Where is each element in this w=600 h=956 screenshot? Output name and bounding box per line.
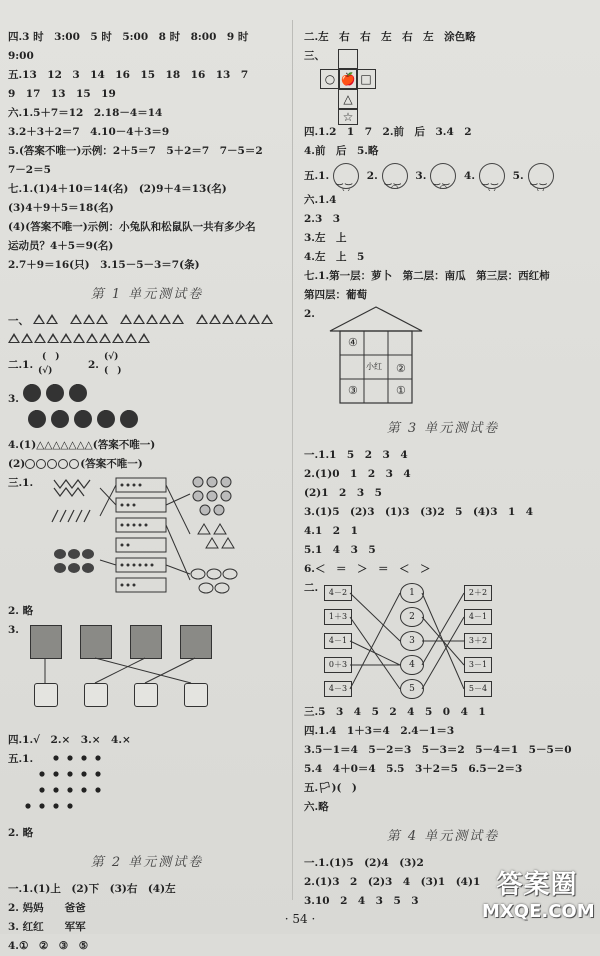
number-text: 2 <box>409 612 415 622</box>
number-text: 5 <box>409 684 415 694</box>
number-bird-icon <box>400 607 424 627</box>
answer-line: 2.(1)0 1 2 3 4 <box>304 468 411 480</box>
answer-line: 一.1.(1)5 (2)4 (3)2 <box>304 857 424 869</box>
answer-line: 5.1 4 3 5 <box>304 544 376 556</box>
expression-card <box>324 609 352 625</box>
matching-lines-figure <box>8 474 286 602</box>
unit-4-title: 第 4 单元测试卷 <box>386 829 500 844</box>
watermark-url: MXQE.COM <box>482 901 595 922</box>
answer-line: 六.略 <box>304 801 329 813</box>
house-outline <box>324 305 444 409</box>
section-label: 一、 <box>8 315 29 327</box>
answer-line: 3.2＋3＋2＝7 4.10－4＋3＝9 <box>8 126 170 138</box>
expression-text: 3＋2 <box>468 636 488 645</box>
answer-line: 七.1.第一层：萝卜 第二层：南瓜 第三层：西红柿 <box>304 270 550 282</box>
number-text: 3 <box>409 636 415 646</box>
triangle-group-icon <box>120 315 185 327</box>
check-mark: (√) <box>104 352 119 362</box>
answer-line: 3.10 2 4 3 5 3 <box>304 895 419 907</box>
section-label: 二.1. <box>8 359 34 371</box>
triangle-answer-row <box>8 331 286 350</box>
expression-text: 4－1 <box>468 612 488 621</box>
answer-line: 4.左 上 5 <box>304 251 365 263</box>
section-label: 三、 <box>304 50 325 62</box>
house-cell: 小红 <box>366 362 382 371</box>
section-label: 2. <box>88 359 99 371</box>
smile-face-icon <box>479 163 505 189</box>
number-bird-icon <box>400 655 424 675</box>
apple-icon <box>97 410 115 428</box>
answer-line: 四.1.√ 2.× 3.× 4.× <box>8 734 131 746</box>
smile-face-icon <box>333 163 359 189</box>
house-cell: ③ <box>348 384 358 397</box>
section-label: 2. <box>304 308 315 320</box>
answer-line: 三.5 3 4 5 2 4 5 0 4 1 <box>304 706 486 718</box>
answer-line: 一.1.(1)上 (2)下 (3)右 (4)左 <box>8 883 176 895</box>
house-cell: ① <box>396 384 406 397</box>
answer-line: (3)4＋9＋5＝18(名) <box>8 202 114 214</box>
expression-card <box>324 585 352 601</box>
expression-text: 0＋3 <box>328 660 348 669</box>
column-divider <box>292 20 293 900</box>
triangle-group-icon <box>33 315 59 327</box>
answer-line: 9 17 13 15 19 <box>8 88 116 100</box>
answer-line: 2.3 3 <box>304 213 341 225</box>
answer-line: 5.(答案不唯一)示例：2＋5＝7 5＋2＝7 7－5＝2 <box>8 145 263 157</box>
number-bird-icon <box>400 679 424 699</box>
apple-row <box>8 410 286 436</box>
dice-four-icon <box>84 683 108 707</box>
answer-line: 3.左 上 <box>304 232 347 244</box>
answer-line: 五.13 12 3 14 16 15 18 16 13 7 <box>8 69 249 81</box>
answer-line: 四.1.4 1＋3＝4 2.4－1＝3 <box>304 725 455 737</box>
sad-face-icon <box>430 163 456 189</box>
check-mark: ( ) <box>104 366 122 376</box>
number-text: 1 <box>409 588 415 598</box>
expression-card <box>464 585 492 601</box>
apple-icon <box>51 410 69 428</box>
expression-text: 4－3 <box>328 684 348 693</box>
answer-line: 二.左 右 右 左 右 左 涂色略 <box>304 31 476 43</box>
net-square: 🍎 <box>338 69 358 89</box>
triangle-group-icon <box>196 315 274 327</box>
section-label: 五. <box>304 782 319 794</box>
square-shape-icon: □ <box>360 72 372 86</box>
answer-line: 3.(1)5 (2)3 (1)3 (3)2 5 (4)3 1 4 <box>304 506 534 518</box>
expression-card <box>324 681 352 697</box>
section-label: 3. <box>8 624 19 636</box>
house-figure <box>304 305 582 409</box>
matching-figure <box>8 474 286 602</box>
answer-line: 七.1.(1)4＋10＝14(名) (2)9＋4＝13(名) <box>8 183 227 195</box>
expression-card <box>464 633 492 649</box>
answer-line: 3.5－1＝4 5－2＝3 5－3＝2 5－4＝1 5－5＝0 <box>304 744 572 756</box>
number-text: 4 <box>409 660 415 670</box>
net-square <box>338 109 358 125</box>
apple-icon <box>120 410 138 428</box>
question-number: 4. <box>464 170 475 182</box>
expression-text: 1＋3 <box>328 612 348 621</box>
check-mark: ( ) <box>42 352 60 362</box>
star-shape-icon: ☆ <box>342 110 354 124</box>
expression-card <box>324 657 352 673</box>
expression-card <box>464 609 492 625</box>
answer-line: 6.＜ ＝ ＞ ＝ ＜ ＞ <box>304 563 431 575</box>
answer-line: 4.前 后 5.略 <box>304 145 379 157</box>
card-dice-figure <box>8 621 286 731</box>
answer-line: 4.(1)△△△△△△△(答案不唯一) <box>8 439 156 451</box>
answer-line: 四.3 时 3:00 5 时 5:00 8 时 8:00 9 时 <box>8 31 249 43</box>
expression-text: 3－1 <box>468 660 488 669</box>
apple-icon <box>74 410 92 428</box>
answer-line: 六.1.5＋7＝12 2.18－4＝14 <box>8 107 163 119</box>
house-cell: ④ <box>348 336 358 349</box>
expression-matching-figure <box>304 579 582 703</box>
face-answer-row <box>304 161 582 191</box>
expression-text: 4－2 <box>328 588 348 597</box>
answer-line: 7－2＝5 <box>8 164 51 176</box>
answer-text: )( ) <box>331 782 357 794</box>
answer-line: 5.4 4＋0＝4 5.5 3＋2＝5 6.5－2＝3 <box>304 763 523 775</box>
net-square <box>338 89 358 109</box>
section-label: 五.1. <box>304 170 330 182</box>
unit-3-title: 第 3 单元测试卷 <box>386 421 500 436</box>
left-column <box>8 28 286 956</box>
unit-1-title: 第 1 单元测试卷 <box>90 287 204 302</box>
expression-card <box>464 681 492 697</box>
smile-face-icon <box>528 163 554 189</box>
answer-note: (答案不唯一) <box>80 458 143 470</box>
question-number: 5. <box>512 170 524 182</box>
apple-icon <box>28 410 46 428</box>
expression-card <box>324 633 352 649</box>
answer-line: 2.(1)3 2 (2)3 4 (3)1 (4)1 <box>304 876 481 888</box>
sad-face-icon <box>382 163 408 189</box>
triangle-group-icon <box>70 315 109 327</box>
watermark-logo <box>482 864 595 922</box>
answer-line: 4.1 2 1 <box>304 525 358 537</box>
answer-line: 9:00 <box>8 50 34 62</box>
answer-line: 3. 红红 军军 <box>8 921 86 933</box>
dot-grid <box>8 750 208 824</box>
dice-six-icon <box>184 683 208 707</box>
unit-2-title: 第 2 单元测试卷 <box>90 855 204 870</box>
triangle-answer-row <box>8 312 286 331</box>
net-square <box>338 49 358 69</box>
answer-line: (4)(答案不唯一)示例：小兔队和松鼠队一共有多少名 <box>8 221 256 233</box>
answer-line: 运动员？4＋5＝9(名) <box>8 240 114 252</box>
answer-line: 四.1.2 1 7 2.前 后 3.4 2 <box>304 126 472 138</box>
flag-answer-row <box>304 779 582 798</box>
house-cell: ② <box>396 362 406 375</box>
answer-line: 2. 略 <box>8 827 34 839</box>
answer-line: 2.7＋9＝16(只) 3.15－5－3＝7(条) <box>8 259 200 271</box>
card-dice-lines <box>8 621 286 731</box>
section-label: (2) <box>8 458 26 470</box>
check-mark: (√) <box>38 366 53 376</box>
net-square <box>320 69 340 89</box>
section-label: 二. <box>304 582 319 594</box>
flag-icon: 🏳 <box>318 782 332 794</box>
circle-shape-icon: ○ <box>324 72 336 86</box>
expression-card <box>464 657 492 673</box>
answer-line: 六.1.4 <box>304 194 337 206</box>
expression-text: 5－4 <box>468 684 488 693</box>
expression-text: 2＋2 <box>468 588 488 597</box>
number-bird-icon <box>400 631 424 651</box>
answer-line: 2. 妈妈 爸爸 <box>8 902 86 914</box>
answer-line: (2)1 2 3 5 <box>304 487 382 499</box>
apple-row <box>8 384 286 410</box>
cube-net-figure <box>304 47 582 123</box>
section-label: 五.1. <box>8 753 34 765</box>
apple-icon <box>46 384 64 402</box>
section-label: 三.1. <box>8 477 34 489</box>
dice-five-icon <box>134 683 158 707</box>
dot-grid-figure <box>8 750 286 824</box>
section-label: 3. <box>8 393 19 405</box>
circle-group-icon <box>25 458 80 470</box>
apple-icon <box>69 384 87 402</box>
apple-icon <box>23 384 41 402</box>
page-number: · 54 · <box>284 912 316 926</box>
right-column <box>304 28 582 911</box>
dice-six-icon <box>34 683 58 707</box>
answer-line: 一.1.1 5 2 3 4 <box>304 449 408 461</box>
triangle-shape-icon: △ <box>343 92 353 106</box>
answer-line: 2. 略 <box>8 605 34 617</box>
triangle-group-icon <box>8 334 151 346</box>
number-bird-icon <box>400 583 424 603</box>
question-number: 2. <box>366 170 378 182</box>
expression-text: 4－1 <box>328 636 348 645</box>
answer-line: 第四层：葡萄 <box>304 289 367 301</box>
answer-line: 4.① ② ③ ⑤ <box>8 940 89 952</box>
watermark-logo-text: 答案圈 <box>496 870 578 900</box>
question-number: 3. <box>415 170 427 182</box>
check-answer-row <box>8 350 286 384</box>
circle-answer-row <box>8 455 286 474</box>
net-square <box>356 69 376 89</box>
